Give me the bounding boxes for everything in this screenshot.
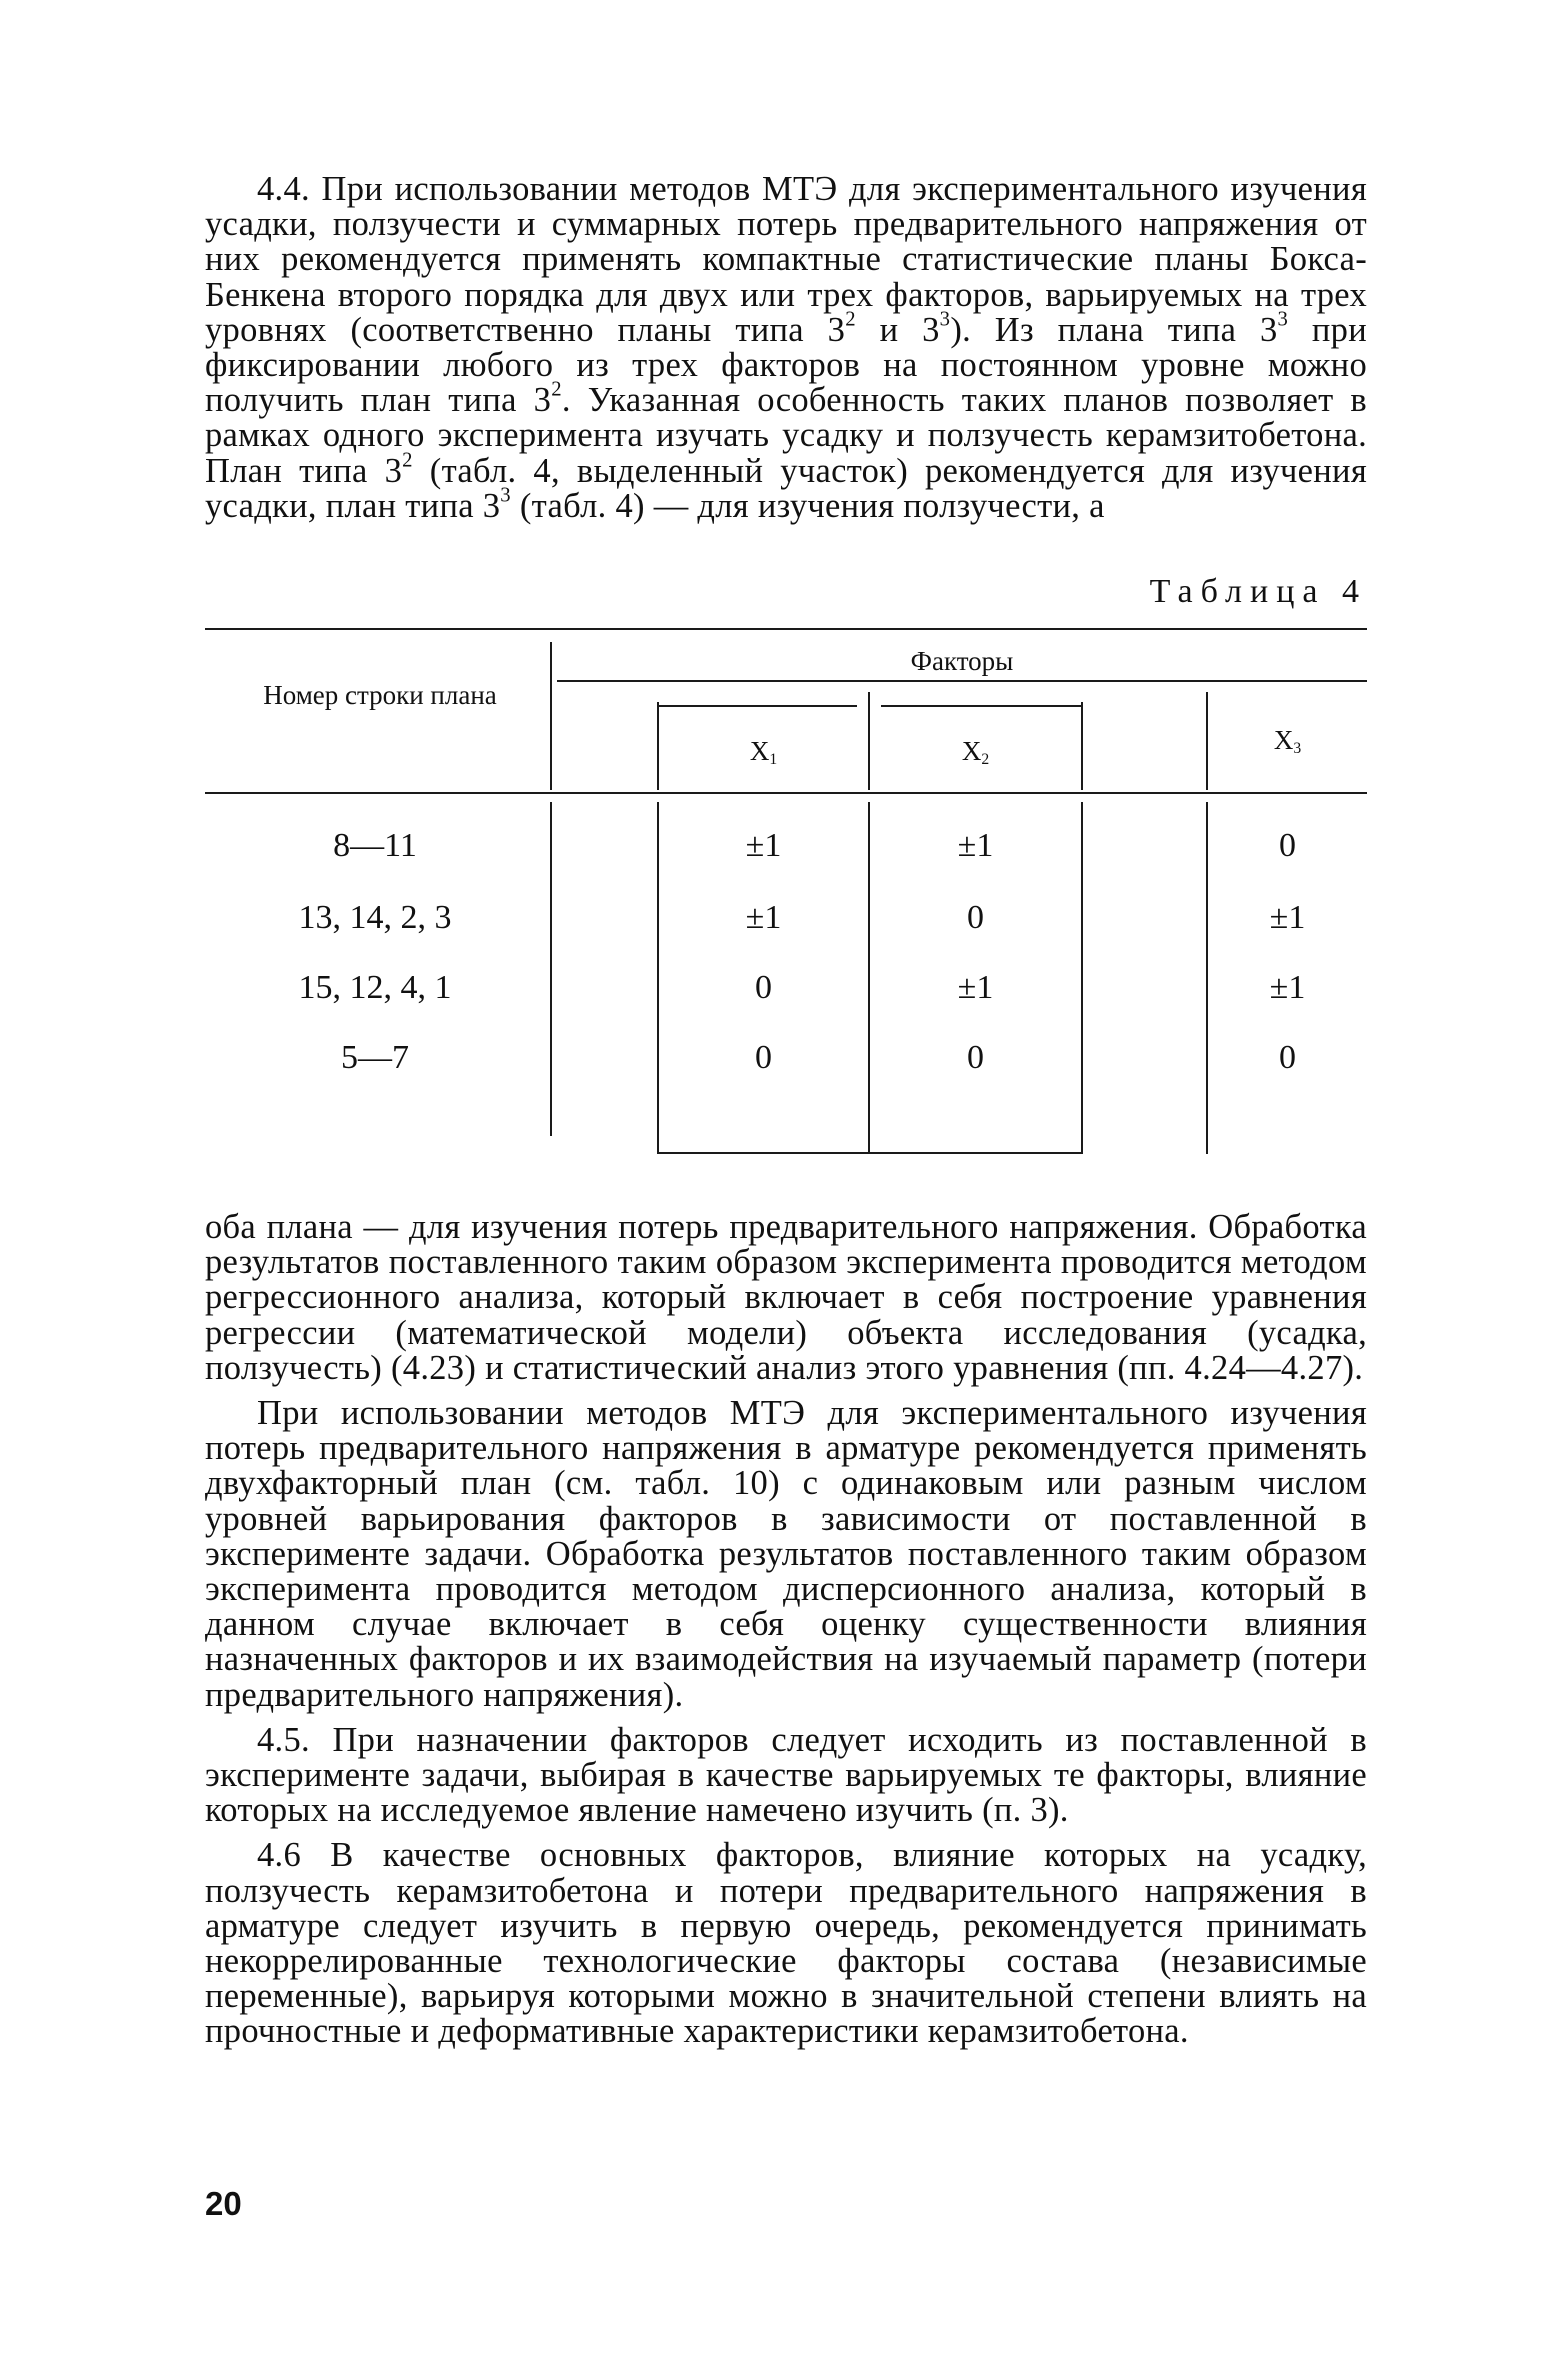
text-block-bottom <box>205 1210 1367 2060</box>
row-4-x3: 0 <box>1279 1039 1296 1076</box>
factors-underline <box>557 680 1367 682</box>
x2-right-rule <box>1081 702 1083 790</box>
row-2-x2: 0 <box>967 899 984 936</box>
row-3-x3: ±1 <box>1269 969 1306 1006</box>
row-2-label: 13, 14, 2, 3 <box>298 899 452 936</box>
row-2-x3: ±1 <box>1269 899 1306 936</box>
row-3-x1: 0 <box>755 969 772 1006</box>
label-column-rule-body <box>550 802 552 1136</box>
x1-header: $X_1$ <box>749 736 778 768</box>
page-number: 20 <box>205 2185 242 2222</box>
row-4-x2: 0 <box>967 1039 984 1076</box>
table-4 <box>205 620 1367 1160</box>
bottom-paragraph-4: 4.6 В качестве основных факторов, влияние которых на усадку, ползучесть керамзитобетона и потери предварительного напряжения в арматуре следует изучить в первую очередь, рекомендуется принимать некоррелированные технологические факторы состава (независимые переменные), варьируя которыми можно в значительной степени влиять на прочностные и деформативные характеристики керамзитобетона. <box>205 1836 1367 2051</box>
table-top-rule <box>205 628 1367 630</box>
x2-header: $X_2$ <box>961 736 990 768</box>
row-1-x1: ±1 <box>745 827 782 864</box>
x2-right-rule-body <box>1081 802 1083 1154</box>
factors-header: Факторы <box>910 646 1014 676</box>
row-4-label: 5—7 <box>341 1039 409 1076</box>
top-paragraph-1: 4.4. При использовании методов МТЭ для экспериментального изучения усадки, ползучести и суммарных потерь предварительного напряжения от них рекомендуется применять компактные статистические планы Бокса-Бенкена второго порядка для двух или трех факторов, варьируемых на трех уровнях (соответственно планы типа $3^2$ и $3^3$). Из плана типа $3^3$ при фиксировании любого из трех факторов на постоянном уровне можно получить план типа $3^2$. Указанная особенность таких планов позволяет в рамках одного эксперимента изучать усадку и ползучесть керамзитобетона. План типа $3^2$ (табл. 4, выделенный участок) рекомендуется для изучения усадки, план типа $3^3$ (табл. 4) — для изучения ползучести, а <box>205 170 1367 525</box>
row-2-x1: ±1 <box>745 899 782 936</box>
bottom-paragraph-2: При использовании методов МТЭ для экспериментального изучения потерь предварительного напряжения в арматуре рекомендуется применять двухфакторный план (см. табл. 10) с одинаковым или разным числом уровней варьирования факторов в зависимости от поставленной в эксперименте задачи. Обработка результатов поставленного таким образом эксперимента проводится методом дисперсионного анализа, который в данном случае включает в себя оценку существенности влияния назначенных факторов и их взаимодействия на изучаемый параметр (потери предварительного напряжения). <box>205 1394 1367 1714</box>
label-column-rule <box>550 642 552 790</box>
bottom-paragraph-1: оба плана — для изучения потерь предварительного напряжения. Обработка результатов поставленного таким образом эксперимента проводится методом регрессионного анализа, который включает в себя построение уравнения регрессии (математической модели) объекта исследования (усадка, ползучесть) (4.23) и статистический анализ этого уравнения (пп. 4.24—4.27). <box>205 1208 1367 1387</box>
x1-header-top-rule <box>657 705 857 707</box>
row-3-label: 15, 12, 4, 1 <box>298 969 452 1006</box>
bottom-paragraph-3: 4.5. При назначении факторов следует исходить из поставленной в эксперименте задачи, выбирая в качестве варьируемых те факторы, влияние которых на исследуемое явление намечено изучить (п. 3). <box>205 1720 1367 1830</box>
row-number-header: Номер строки плана <box>263 680 497 710</box>
row-4-x1: 0 <box>755 1039 772 1076</box>
row-1-x2: ±1 <box>957 827 994 864</box>
x3-header: $X_3$ <box>1273 725 1302 757</box>
row-1-label: 8—11 <box>333 827 417 864</box>
x2-header-top-rule <box>881 705 1081 707</box>
header-bottom-rule <box>205 792 1367 794</box>
row-3-x2: ±1 <box>957 969 994 1006</box>
row-1-x3: 0 <box>1279 827 1296 864</box>
table-caption: Таблица 4 <box>1149 573 1367 610</box>
text-block-top <box>205 172 1367 524</box>
